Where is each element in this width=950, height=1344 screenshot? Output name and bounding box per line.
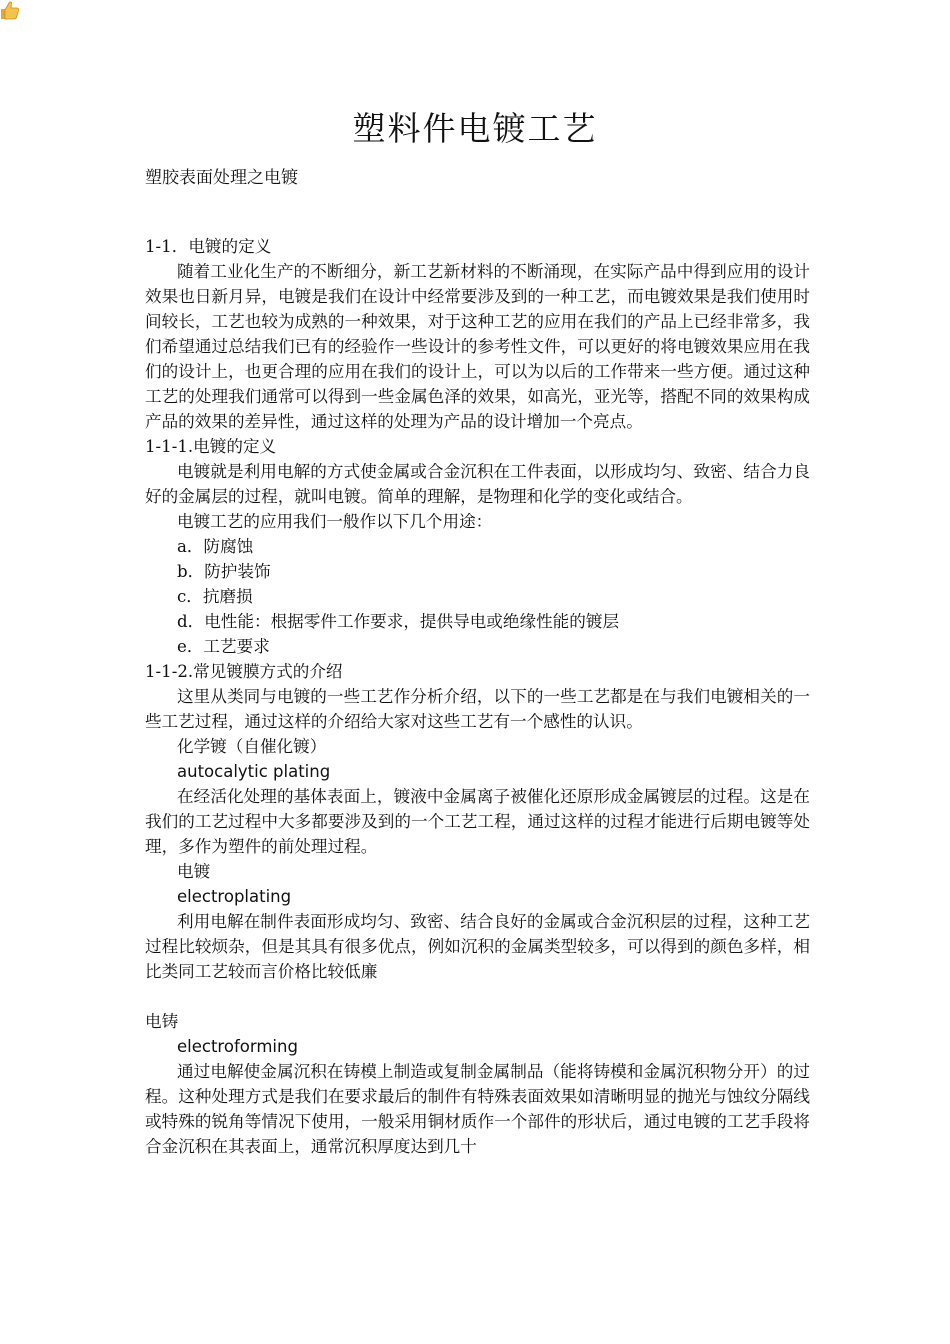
term-chemical-plating: 化学镀（自催化镀） xyxy=(177,737,327,756)
electroplating-paragraph: 利用电解在制件表面形成均匀、致密、结合良好的金属或合金沉积层的过程，这种工艺过程比较烦杂，但是其具有很多优点，例如沉积的金属类型较多，可以得到的颜色多样，相比类同工艺较而言价格比较低廉 xyxy=(145,912,810,981)
document-subtitle: 塑胶表面处理之电镀 xyxy=(145,168,298,188)
term-electroforming-en: electroforming xyxy=(177,1037,298,1056)
section-1-1-1-paragraph: 电镀就是利用电解的方式使金属或合金沉积在工件表面，以形成均匀、致密、结合力良好的金属层的过程，就叫电镀。简单的理解，是物理和化学的变化或结合。 xyxy=(145,462,810,506)
uses-intro: 电镀工艺的应用我们一般作以下几个用途： xyxy=(177,512,493,531)
list-item: d．电性能：根据零件工作要求，提供导电或绝缘性能的镀层 xyxy=(177,612,620,631)
section-1-1-2-paragraph: 这里从类同与电镀的一些工艺作分析介绍，以下的一些工艺都是在与我们电镀相关的一些工艺过程，通过这样的介绍给大家对这些工艺有一个感性的认识。 xyxy=(145,687,810,731)
section-heading-1-1-1: 1-1-1.电镀的定义 xyxy=(145,437,277,456)
term-electroplating: 电镀 xyxy=(177,862,211,881)
list-item: e．工艺要求 xyxy=(177,637,270,656)
chemical-plating-paragraph: 在经活化处理的基体表面上，镀液中金属离子被催化还原形成金属镀层的过程。这是在我们的工艺过程中大多都要涉及到的一个工艺工程，通过这样的过程才能进行后期电镀等处理，多作为塑件的前处理过程。 xyxy=(145,787,810,856)
section-1-1-paragraph: 随着工业化生产的不断细分，新工艺新材料的不断涌现，在实际产品中得到应用的设计效果也日新月异，电镀是我们在设计中经常要涉及到的一种工艺，而电镀效果是我们使用时间较长，工艺也较为成熟的一种效果，对于这种工艺的应用在我们的产品上已经非常多，我们希望通过总结我们已有的经验作一些设计的参考性文件，可以更好的将电镀效果应用在我们的设计上，也更合理的应用在我们的设计上，可以为以后的工作带来一些方便。通过这种工艺的处理我们通常可以得到一些金属色泽的效果，如高光，亚光等，搭配不同的效果构成产品的效果的差异性，通过这样的处理为产品的设计增加一个亮点。 xyxy=(145,262,810,431)
section-heading-1-1-2: 1-1-2.常见镀膜方式的介绍 xyxy=(145,662,343,681)
list-item: c．抗磨损 xyxy=(177,587,253,606)
term-electroforming: 电铸 xyxy=(145,1012,179,1031)
term-chemical-plating-en: autocalytic plating xyxy=(177,762,331,781)
list-item: a．防腐蚀 xyxy=(177,537,254,556)
document-body xyxy=(145,234,810,1159)
list-item: b．防护装饰 xyxy=(177,562,271,581)
electroforming-paragraph: 通过电解使金属沉积在铸模上制造或复制金属制品（能将铸模和金属沉积物分开）的过程。这种处理方式是我们在要求最后的制件有特殊表面效果如清晰明显的抛光与蚀纹分隔线或特殊的锐角等情况下使用，一般采用铜材质作一个部件的形状后，通过电镀的工艺手段将合金沉积在其表面上，通常沉积厚度达到几十 xyxy=(145,1062,810,1156)
spacer xyxy=(145,984,810,1009)
section-heading-1-1: 1-1．电镀的定义 xyxy=(145,237,272,256)
document-title: 塑料件电镀工艺 xyxy=(352,109,598,148)
thumbs-up-icon xyxy=(0,0,20,20)
term-electroplating-en: electroplating xyxy=(177,887,292,906)
